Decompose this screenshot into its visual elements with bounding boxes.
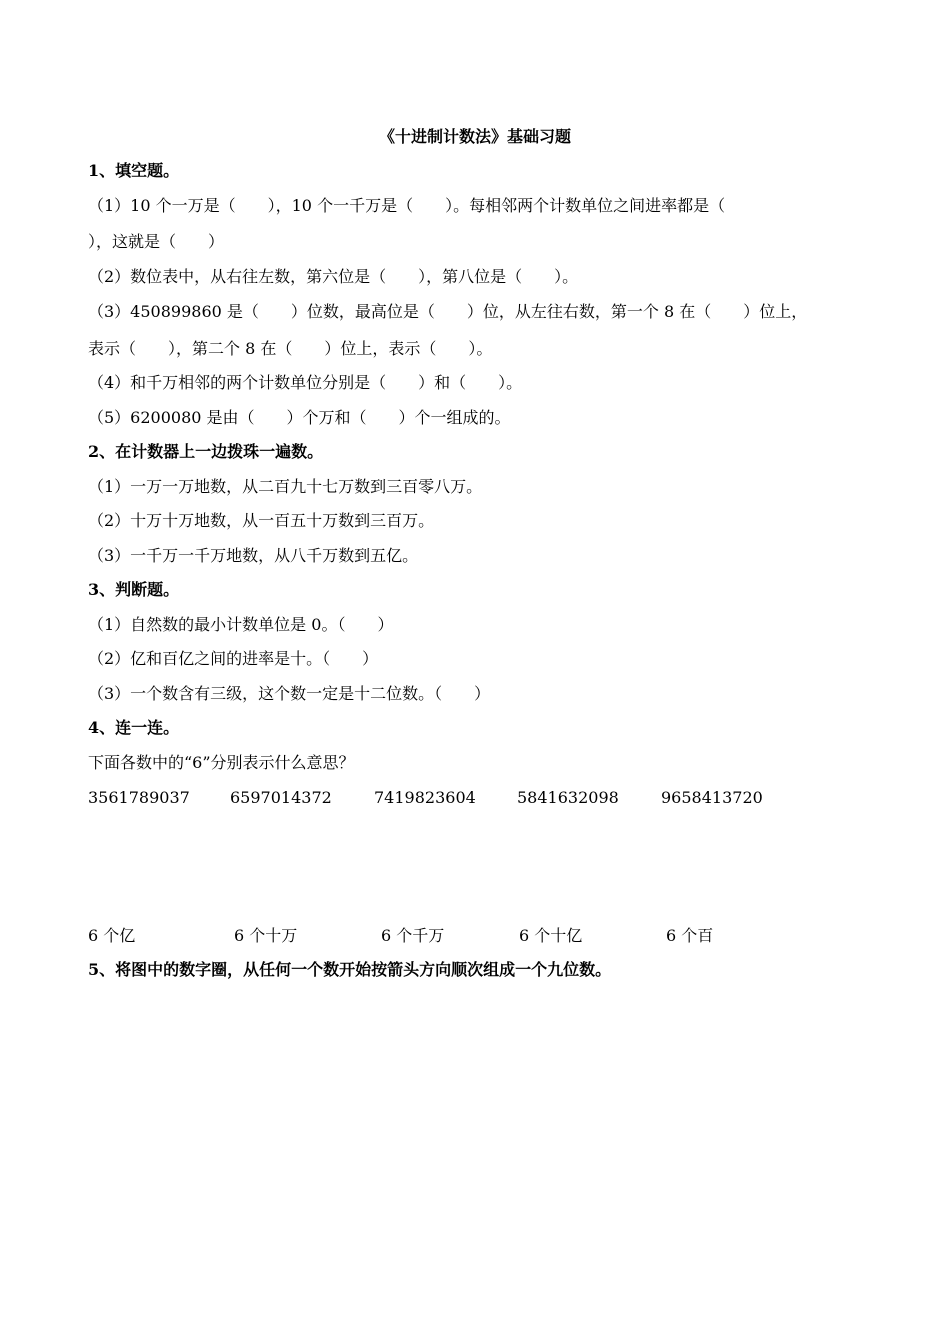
section-3-heading: 3、判断题。	[88, 580, 180, 599]
section-1-question-3-line-2: 表示（ ），第二个 8 在（ ）位上，表示（ ）。	[88, 339, 493, 358]
unit-item[interactable]: 6 个亿	[88, 926, 136, 945]
section-1-question-1-line-1: （1）10 个一万是（ ），10 个一千万是（ ）。每相邻两个计数单位之间进率都是（	[88, 196, 726, 215]
section-4-prompt: 下面各数中的“6”分别表示什么意思？	[88, 753, 355, 772]
section-2-question-2: （2）十万十万地数，从一百五十万数到三百万。	[88, 511, 435, 530]
section-3-question-2: （2）亿和百亿之间的进率是十。（ ）	[88, 649, 379, 668]
number-list	[88, 787, 848, 809]
section-1-heading: 1、填空题。	[88, 161, 180, 180]
unit-item[interactable]: 6 个千万	[381, 926, 445, 945]
unit-item[interactable]: 6 个百	[666, 926, 714, 945]
number-item[interactable]: 9658413720	[661, 788, 763, 807]
section-2-question-1: （1）一万一万地数，从二百九十七万数到三百零八万。	[88, 477, 483, 496]
number-item[interactable]: 7419823604	[374, 788, 476, 807]
section-2-heading: 2、在计数器上一边拨珠一遍数。	[88, 442, 324, 461]
page-title: 《十进制计数法》基础习题	[378, 127, 571, 146]
number-item[interactable]: 3561789037	[88, 788, 190, 807]
section-3-question-1: （1）自然数的最小计数单位是 0。（ ）	[88, 615, 394, 634]
number-item[interactable]: 5841632098	[517, 788, 619, 807]
number-item[interactable]: 6597014372	[230, 788, 332, 807]
section-2-question-3: （3）一千万一千万地数，从八千万数到五亿。	[88, 546, 419, 565]
section-1-question-2: （2）数位表中，从右往左数，第六位是（ ），第八位是（ ）。	[88, 267, 579, 286]
section-5-heading: 5、将图中的数字圈，从任何一个数开始按箭头方向顺次组成一个九位数。	[88, 960, 612, 979]
section-1-question-4: （4）和千万相邻的两个计数单位分别是（ ）和（ ）。	[88, 373, 523, 392]
section-1-question-3-line-1: （3）450899860 是（ ）位数，最高位是（ ）位，从左往右数，第一个 8 在（ ）位上，	[88, 302, 808, 321]
section-3-question-3: （3）一个数含有三级，这个数一定是十二位数。（ ）	[88, 684, 491, 703]
section-4-heading: 4、连一连。	[88, 718, 180, 737]
section-1-question-5: （5）6200080 是由（ ）个万和（ ）个一组成的。	[88, 408, 511, 427]
unit-list	[88, 925, 848, 947]
unit-item[interactable]: 6 个十万	[234, 926, 298, 945]
unit-item[interactable]: 6 个十亿	[519, 926, 583, 945]
section-1-question-1-line-2: ），这就是（ ）	[88, 232, 225, 251]
